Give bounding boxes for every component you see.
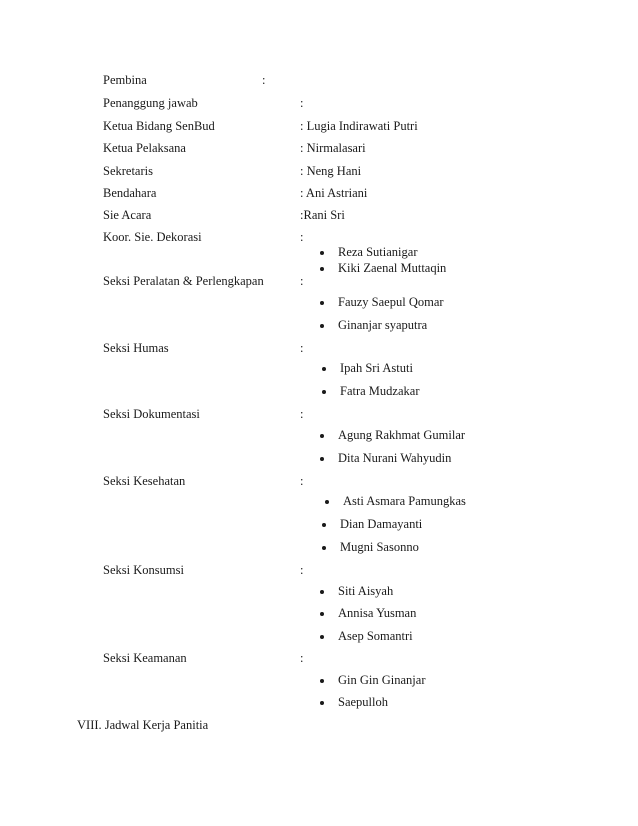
role-label: Sekretaris bbox=[103, 164, 153, 178]
role-label: Pembina bbox=[103, 73, 147, 87]
member-name: Reza Sutianigar bbox=[338, 245, 418, 259]
member-name: Fatra Mudzakar bbox=[340, 384, 420, 398]
member-name: Ipah Sri Astuti bbox=[340, 361, 413, 375]
bullet-icon bbox=[322, 390, 326, 394]
role-value: : Neng Hani bbox=[300, 164, 362, 178]
member-name: Annisa Yusman bbox=[338, 606, 417, 620]
bullet-icon bbox=[322, 523, 326, 527]
role-colon: : bbox=[300, 341, 304, 355]
bullet-icon bbox=[320, 612, 324, 616]
bullet-icon bbox=[320, 590, 324, 594]
bullet-icon bbox=[320, 701, 324, 705]
role-colon: : bbox=[300, 651, 304, 665]
member-name: Ginanjar syaputra bbox=[338, 318, 428, 332]
bullet-icon bbox=[320, 635, 324, 639]
role-colon: : bbox=[262, 73, 266, 87]
member-name: Dian Damayanti bbox=[340, 517, 423, 531]
bullet-icon bbox=[320, 267, 324, 271]
role-label: Seksi Kesehatan bbox=[103, 474, 186, 488]
role-label: Penanggung jawab bbox=[103, 96, 198, 110]
role-label: Sie Acara bbox=[103, 208, 152, 222]
role-label: Seksi Dokumentasi bbox=[103, 407, 200, 421]
role-label: Seksi Keamanan bbox=[103, 651, 187, 665]
role-colon: : bbox=[300, 563, 304, 577]
member-name: Agung Rakhmat Gumilar bbox=[338, 428, 466, 442]
role-colon: : bbox=[300, 96, 304, 110]
role-colon: : bbox=[300, 274, 304, 288]
role-value: :Rani Sri bbox=[300, 208, 345, 222]
role-label: Seksi Peralatan & Perlengkapan bbox=[103, 274, 264, 288]
role-colon: : bbox=[300, 407, 304, 421]
section-heading: VIII. Jadwal Kerja Panitia bbox=[77, 718, 209, 732]
role-colon: : bbox=[300, 474, 304, 488]
role-value: : Lugia Indirawati Putri bbox=[300, 119, 418, 133]
role-value: : Ani Astriani bbox=[300, 186, 368, 200]
role-label: Seksi Konsumsi bbox=[103, 563, 184, 577]
bullet-icon bbox=[322, 546, 326, 550]
role-label: Bendahara bbox=[103, 186, 157, 200]
member-name: Mugni Sasonno bbox=[340, 540, 419, 554]
member-name: Dita Nurani Wahyudin bbox=[338, 451, 452, 465]
role-colon: : bbox=[300, 230, 304, 244]
member-name: Asep Somantri bbox=[338, 629, 413, 643]
bullet-icon bbox=[325, 500, 329, 504]
role-label: Ketua Bidang SenBud bbox=[103, 119, 215, 133]
member-name: Gin Gin Ginanjar bbox=[338, 673, 426, 687]
bullet-icon bbox=[320, 457, 324, 461]
role-label: Ketua Pelaksana bbox=[103, 141, 186, 155]
member-name: Fauzy Saepul Qomar bbox=[338, 295, 444, 309]
bullet-icon bbox=[320, 434, 324, 438]
member-name: Asti Asmara Pamungkas bbox=[343, 494, 466, 508]
role-value: : Nirmalasari bbox=[300, 141, 366, 155]
bullet-icon bbox=[320, 679, 324, 683]
member-name: Kiki Zaenal Muttaqin bbox=[338, 261, 447, 275]
bullet-icon bbox=[322, 367, 326, 371]
role-label: Seksi Humas bbox=[103, 341, 169, 355]
role-label: Koor. Sie. Dekorasi bbox=[103, 230, 202, 244]
bullet-icon bbox=[320, 324, 324, 328]
bullet-icon bbox=[320, 301, 324, 305]
bullet-icon bbox=[320, 251, 324, 255]
member-name: Siti Aisyah bbox=[338, 584, 394, 598]
member-name: Saepulloh bbox=[338, 695, 388, 709]
